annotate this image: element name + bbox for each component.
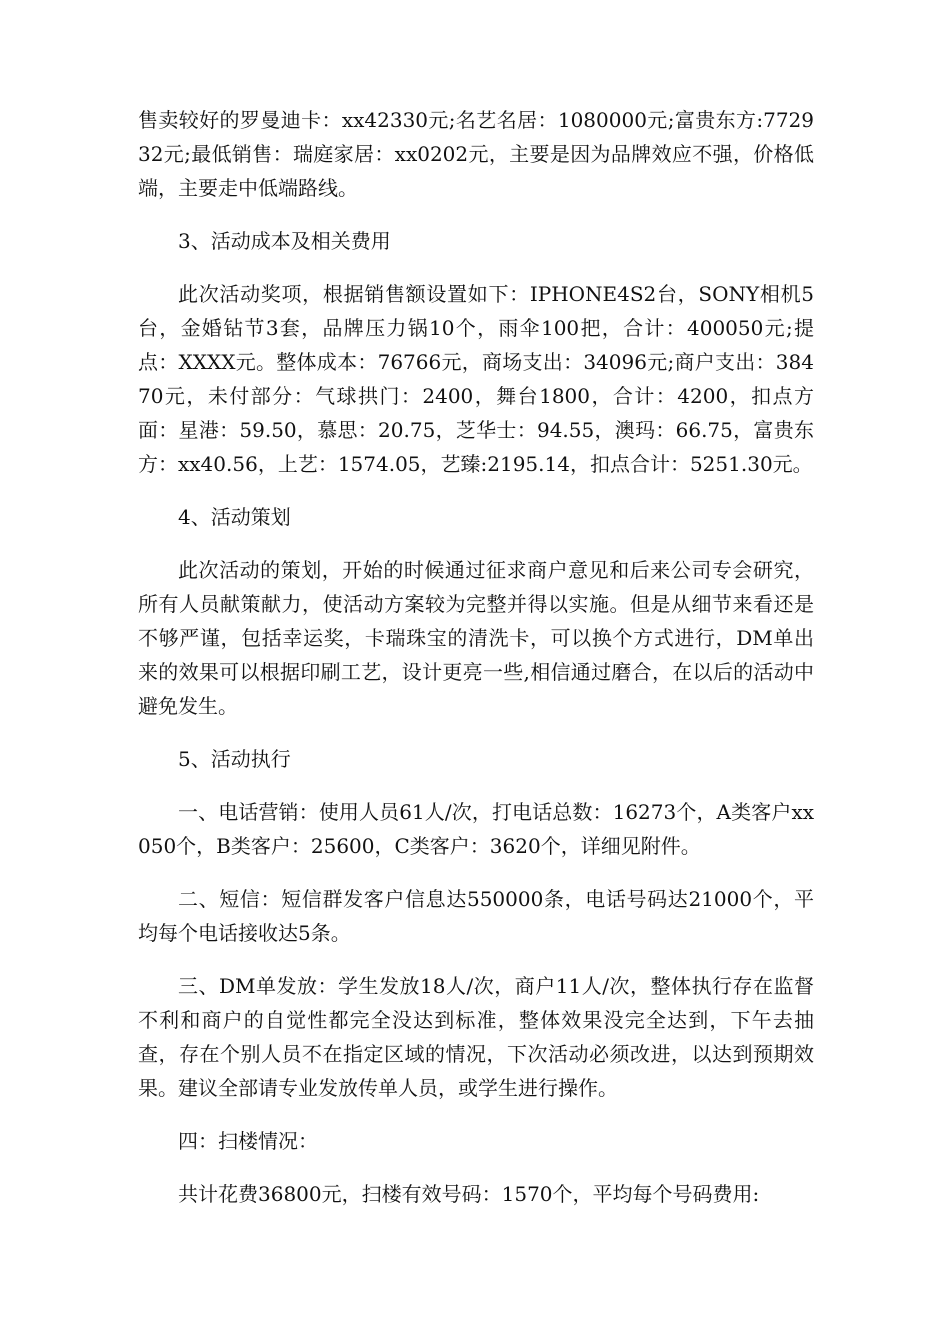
section-heading-cost: 3、活动成本及相关费用 <box>178 229 391 253</box>
paragraph-phone-marketing: 一、电话营销：使用人员61人/次，打电话总数：16273个，A类客户xx050个，B类客户：25600，C类客户：3620个，详细见附件。 <box>138 800 814 858</box>
paragraph-canvassing-cost: 共计花费36800元，扫楼有效号码：1570个，平均每个号码费用: <box>178 1182 760 1206</box>
section-heading-execution: 5、活动执行 <box>178 747 291 771</box>
document-body <box>138 103 814 1230</box>
section-heading-canvassing: 四：扫楼情况： <box>178 1129 318 1153</box>
paragraph-planning: 此次活动的策划，开始的时候通过征求商户意见和后来公司专会研究，所有人员献策献力，使活动方案较为完整并得以实施。但是从细节来看还是不够严谨，包括幸运奖，卡瑞珠宝的清洗卡，可以换个方式进行，DM单出来的效果可以根据印刷工艺，设计更亮一些,相信通过磨合，在以后的活动中避免发生。 <box>138 558 814 718</box>
paragraph-sales-summary: 售卖较好的罗曼迪卡：xx42330元;名艺名居：1080000元;富贵东方:772932元;最低销售：瑞庭家居：xx0202元，主要是因为品牌效应不强，价格低端，主要走中低端路线。 <box>138 108 814 200</box>
paragraph-sms: 二、短信：短信群发客户信息达550000条，电话号码达21000个，平均每个电话接收达5条。 <box>138 887 814 945</box>
paragraph-dm-distribution: 三、DM单发放：学生发放18人/次，商户11人/次，整体执行存在监督不利和商户的自觉性都完全没达到标准，整体效果没完全达到，下午去抽查，存在个别人员不在指定区域的情况，下次活动必须改进，以达到预期效果。建议全部请专业发放传单人员，或学生进行操作。 <box>138 974 814 1100</box>
paragraph-cost-details: 此次活动奖项，根据销售额设置如下：IPHONE4S2台，SONY相机5台，金婚钻节3套，品牌压力锅10个，雨伞100把，合计：400050元;提点：XXXX元。整体成本：76766元，商场支出：34096元;商户支出：38470元，未付部分：气球拱门：2400，舞台1800，合计：4200，扣点方面：星港：59.50，慕思：20.75，芝华士：94.55，澳玛：66.75，富贵东方：xx40.56，上艺：1574.05，艺臻:2195.14，扣点合计：5251.30元。 <box>138 282 814 476</box>
section-heading-planning: 4、活动策划 <box>178 505 291 529</box>
